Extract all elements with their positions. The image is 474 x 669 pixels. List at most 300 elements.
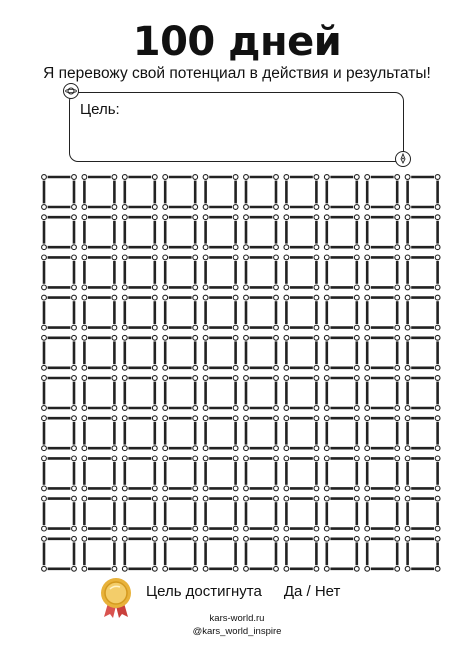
day-box-node: [365, 376, 370, 381]
day-box-node: [112, 325, 117, 330]
day-box-node: [244, 406, 249, 411]
day-box-node: [193, 456, 198, 461]
day-box[interactable]: [203, 175, 238, 210]
day-box[interactable]: [203, 416, 238, 451]
day-box-node: [163, 365, 168, 370]
day-box[interactable]: [163, 416, 198, 451]
day-box-node: [203, 446, 208, 451]
day-box-node: [122, 255, 127, 260]
day-box-node: [193, 566, 198, 571]
day-box[interactable]: [244, 255, 279, 290]
day-box-node: [274, 205, 279, 210]
day-box-node: [163, 335, 168, 340]
day-box[interactable]: [324, 295, 359, 330]
day-box-node: [314, 496, 319, 501]
day-box-node: [284, 376, 289, 381]
day-box-node: [112, 175, 117, 180]
day-box-node: [42, 496, 47, 501]
day-box[interactable]: [42, 536, 77, 571]
day-box-node: [42, 566, 47, 571]
day-box-node: [112, 416, 117, 421]
day-box-node: [314, 446, 319, 451]
day-box-node: [284, 365, 289, 370]
day-box-node: [324, 175, 329, 180]
day-box-node: [152, 376, 157, 381]
website-link[interactable]: kars-world.ru: [209, 613, 265, 624]
day-box-node: [82, 486, 87, 491]
day-box[interactable]: [365, 536, 400, 571]
day-box[interactable]: [244, 496, 279, 531]
day-box[interactable]: [405, 376, 440, 411]
day-box-node: [405, 416, 410, 421]
day-box-node: [395, 416, 400, 421]
day-box[interactable]: [284, 295, 319, 330]
day-box-node: [163, 205, 168, 210]
day-box[interactable]: [405, 335, 440, 370]
day-box[interactable]: [163, 295, 198, 330]
day-box[interactable]: [203, 295, 238, 330]
day-box-node: [354, 215, 359, 220]
day-box[interactable]: [365, 175, 400, 210]
day-box-node: [365, 416, 370, 421]
day-box-node: [365, 496, 370, 501]
day-box-node: [82, 536, 87, 541]
day-box-node: [354, 285, 359, 290]
day-box[interactable]: [244, 416, 279, 451]
day-box-node: [82, 335, 87, 340]
day-box-node: [405, 566, 410, 571]
day-box-node: [163, 245, 168, 250]
day-box[interactable]: [324, 175, 359, 210]
day-box-node: [435, 215, 440, 220]
day-box-node: [152, 526, 157, 531]
day-box-node: [122, 486, 127, 491]
day-box-node: [284, 335, 289, 340]
day-box-node: [203, 456, 208, 461]
day-box-node: [284, 175, 289, 180]
day-box-node: [203, 285, 208, 290]
day-box-node: [233, 365, 238, 370]
day-box-node: [152, 486, 157, 491]
day-box[interactable]: [163, 496, 198, 531]
day-box-node: [395, 175, 400, 180]
day-box-node: [72, 416, 77, 421]
day-box-node: [354, 365, 359, 370]
day-box-node: [395, 255, 400, 260]
day-box-node: [203, 215, 208, 220]
day-box[interactable]: [163, 215, 198, 250]
day-box-node: [163, 496, 168, 501]
day-box[interactable]: [42, 335, 77, 370]
day-box[interactable]: [82, 255, 117, 290]
day-box-node: [365, 536, 370, 541]
day-box-node: [122, 285, 127, 290]
day-box-node: [324, 456, 329, 461]
day-box-node: [203, 376, 208, 381]
day-box[interactable]: [284, 416, 319, 451]
day-box-node: [354, 566, 359, 571]
day-box-node: [42, 245, 47, 250]
day-box-node: [244, 175, 249, 180]
day-box-node: [324, 285, 329, 290]
day-box[interactable]: [284, 175, 319, 210]
goal-field[interactable]: [69, 92, 404, 162]
day-box-node: [405, 285, 410, 290]
day-box-node: [284, 245, 289, 250]
day-box-node: [435, 376, 440, 381]
day-box[interactable]: [122, 255, 157, 290]
day-box-node: [405, 446, 410, 451]
day-box[interactable]: [324, 376, 359, 411]
day-box-node: [233, 486, 238, 491]
day-box[interactable]: [122, 175, 157, 210]
day-box-node: [274, 486, 279, 491]
day-box-node: [244, 376, 249, 381]
day-box[interactable]: [42, 255, 77, 290]
day-box-node: [233, 255, 238, 260]
day-box[interactable]: [42, 175, 77, 210]
day-box[interactable]: [42, 456, 77, 491]
day-box-node: [233, 526, 238, 531]
day-box[interactable]: [324, 215, 359, 250]
day-box-node: [163, 215, 168, 220]
day-box-node: [324, 215, 329, 220]
day-box[interactable]: [365, 456, 400, 491]
day-box-node: [435, 406, 440, 411]
day-box-node: [42, 416, 47, 421]
day-box[interactable]: [324, 536, 359, 571]
day-box-node: [193, 496, 198, 501]
day-box[interactable]: [405, 416, 440, 451]
day-box-node: [354, 376, 359, 381]
day-box[interactable]: [284, 536, 319, 571]
day-box-node: [112, 285, 117, 290]
day-box-node: [163, 255, 168, 260]
day-box-node: [112, 536, 117, 541]
day-box-node: [324, 536, 329, 541]
day-box[interactable]: [203, 496, 238, 531]
day-box-node: [365, 406, 370, 411]
day-box-node: [244, 416, 249, 421]
day-box-node: [72, 376, 77, 381]
day-box-node: [435, 335, 440, 340]
day-box-node: [244, 205, 249, 210]
day-box[interactable]: [284, 335, 319, 370]
day-box-node: [405, 406, 410, 411]
day-box[interactable]: [365, 255, 400, 290]
day-box[interactable]: [163, 456, 198, 491]
day-box-node: [324, 295, 329, 300]
day-box-node: [314, 365, 319, 370]
day-box-node: [112, 295, 117, 300]
day-box-node: [163, 486, 168, 491]
day-box-node: [314, 566, 319, 571]
day-box[interactable]: [122, 536, 157, 571]
day-box-node: [163, 566, 168, 571]
day-box[interactable]: [122, 295, 157, 330]
day-box-node: [163, 295, 168, 300]
day-box-node: [365, 175, 370, 180]
day-box[interactable]: [365, 416, 400, 451]
day-box-node: [42, 295, 47, 300]
day-box-node: [435, 446, 440, 451]
day-box-node: [163, 175, 168, 180]
day-box[interactable]: [365, 335, 400, 370]
day-box[interactable]: [163, 255, 198, 290]
day-box-node: [233, 496, 238, 501]
day-box-node: [395, 566, 400, 571]
day-box[interactable]: [82, 536, 117, 571]
day-box[interactable]: [244, 456, 279, 491]
day-box-node: [72, 295, 77, 300]
day-box-node: [122, 456, 127, 461]
day-box[interactable]: [405, 295, 440, 330]
day-box-node: [42, 446, 47, 451]
day-box[interactable]: [365, 215, 400, 250]
day-box-node: [274, 406, 279, 411]
day-box-node: [324, 365, 329, 370]
day-box-node: [354, 205, 359, 210]
day-box-node: [395, 456, 400, 461]
day-box-node: [395, 406, 400, 411]
day-box[interactable]: [324, 496, 359, 531]
day-box-node: [284, 496, 289, 501]
day-box-node: [354, 446, 359, 451]
day-box[interactable]: [122, 376, 157, 411]
day-box-node: [314, 295, 319, 300]
day-box-node: [354, 325, 359, 330]
day-box[interactable]: [163, 376, 198, 411]
day-box-node: [274, 255, 279, 260]
day-box[interactable]: [82, 295, 117, 330]
day-box-node: [274, 365, 279, 370]
day-box-node: [82, 456, 87, 461]
day-box[interactable]: [82, 376, 117, 411]
day-box[interactable]: [365, 376, 400, 411]
day-box-node: [193, 285, 198, 290]
goal-achieved-row: [146, 583, 340, 600]
day-box[interactable]: [122, 456, 157, 491]
day-box-node: [163, 285, 168, 290]
day-box[interactable]: [284, 215, 319, 250]
day-box-node: [122, 215, 127, 220]
day-box-node: [395, 446, 400, 451]
day-box[interactable]: [324, 456, 359, 491]
day-box-node: [82, 215, 87, 220]
day-box-node: [122, 536, 127, 541]
day-box[interactable]: [284, 456, 319, 491]
day-box-node: [365, 526, 370, 531]
day-box-node: [244, 215, 249, 220]
day-box[interactable]: [122, 335, 157, 370]
day-box-node: [112, 486, 117, 491]
day-box[interactable]: [82, 496, 117, 531]
day-box-node: [112, 526, 117, 531]
day-box-node: [405, 175, 410, 180]
day-box-node: [152, 205, 157, 210]
day-box-node: [112, 406, 117, 411]
day-box-node: [324, 446, 329, 451]
day-box[interactable]: [163, 536, 198, 571]
day-box-node: [72, 365, 77, 370]
day-box[interactable]: [284, 376, 319, 411]
day-box-node: [112, 365, 117, 370]
day-box-node: [152, 175, 157, 180]
social-handle[interactable]: @kars_world_inspire: [192, 626, 282, 637]
day-box-node: [314, 325, 319, 330]
day-box[interactable]: [122, 496, 157, 531]
day-box-node: [324, 325, 329, 330]
day-box-node: [82, 205, 87, 210]
day-box[interactable]: [405, 215, 440, 250]
day-box-node: [405, 536, 410, 541]
day-box[interactable]: [203, 335, 238, 370]
day-box-node: [72, 446, 77, 451]
day-box-node: [435, 285, 440, 290]
day-box[interactable]: [163, 335, 198, 370]
day-box[interactable]: [82, 175, 117, 210]
day-box-node: [42, 325, 47, 330]
day-box[interactable]: [244, 335, 279, 370]
day-box-node: [274, 376, 279, 381]
day-box[interactable]: [365, 295, 400, 330]
day-box-node: [435, 416, 440, 421]
day-box-node: [42, 376, 47, 381]
day-box[interactable]: [324, 416, 359, 451]
day-box-node: [244, 255, 249, 260]
day-box-node: [365, 566, 370, 571]
day-box[interactable]: [203, 255, 238, 290]
day-box[interactable]: [244, 295, 279, 330]
day-box-node: [112, 335, 117, 340]
day-box[interactable]: [42, 376, 77, 411]
day-box-node: [193, 416, 198, 421]
day-box-node: [365, 285, 370, 290]
day-box-node: [284, 446, 289, 451]
day-box[interactable]: [42, 295, 77, 330]
day-box-node: [122, 496, 127, 501]
day-box-node: [405, 245, 410, 250]
day-box-node: [324, 416, 329, 421]
day-box[interactable]: [405, 255, 440, 290]
day-box-node: [244, 295, 249, 300]
day-box[interactable]: [203, 456, 238, 491]
day-box-node: [395, 526, 400, 531]
day-box-node: [395, 486, 400, 491]
day-box-node: [233, 285, 238, 290]
day-box-node: [405, 215, 410, 220]
day-box-node: [314, 205, 319, 210]
day-box[interactable]: [82, 456, 117, 491]
day-box-node: [405, 496, 410, 501]
day-box-node: [405, 255, 410, 260]
day-box[interactable]: [405, 536, 440, 571]
day-box-node: [274, 325, 279, 330]
day-box[interactable]: [244, 215, 279, 250]
day-box-node: [82, 325, 87, 330]
day-box-node: [395, 335, 400, 340]
day-box-node: [365, 456, 370, 461]
day-box[interactable]: [324, 255, 359, 290]
day-box[interactable]: [42, 496, 77, 531]
day-box-node: [365, 446, 370, 451]
day-box-node: [284, 486, 289, 491]
day-box-node: [435, 255, 440, 260]
day-box[interactable]: [82, 215, 117, 250]
day-box[interactable]: [244, 536, 279, 571]
day-box[interactable]: [284, 496, 319, 531]
day-box-node: [203, 416, 208, 421]
day-box[interactable]: [365, 496, 400, 531]
day-box[interactable]: [122, 215, 157, 250]
day-box-node: [314, 416, 319, 421]
day-box-node: [122, 566, 127, 571]
day-box-node: [324, 526, 329, 531]
day-box-node: [72, 486, 77, 491]
day-box[interactable]: [122, 416, 157, 451]
day-box[interactable]: [82, 416, 117, 451]
day-box-node: [233, 536, 238, 541]
yes-no-choice[interactable]: Да / Нет: [283, 583, 341, 600]
day-box-node: [203, 245, 208, 250]
day-box-node: [193, 205, 198, 210]
day-box-node: [203, 335, 208, 340]
day-box-node: [324, 406, 329, 411]
day-box-node: [365, 325, 370, 330]
day-box-node: [42, 456, 47, 461]
day-box-node: [112, 255, 117, 260]
day-box-node: [314, 255, 319, 260]
day-box[interactable]: [42, 215, 77, 250]
day-box-node: [274, 566, 279, 571]
day-box-node: [163, 536, 168, 541]
day-box[interactable]: [203, 376, 238, 411]
day-box-node: [152, 255, 157, 260]
day-box[interactable]: [284, 255, 319, 290]
day-box[interactable]: [82, 335, 117, 370]
day-box-node: [274, 215, 279, 220]
day-box-node: [82, 406, 87, 411]
day-box-node: [365, 215, 370, 220]
day-box-node: [354, 496, 359, 501]
day-box-node: [274, 456, 279, 461]
day-box-node: [163, 406, 168, 411]
day-box[interactable]: [405, 456, 440, 491]
day-box[interactable]: [244, 175, 279, 210]
day-box[interactable]: [244, 376, 279, 411]
day-box[interactable]: [405, 175, 440, 210]
day-box-node: [244, 245, 249, 250]
day-box-node: [233, 295, 238, 300]
day-box-node: [395, 376, 400, 381]
day-box-node: [152, 335, 157, 340]
day-box-node: [274, 295, 279, 300]
day-box[interactable]: [203, 215, 238, 250]
day-box[interactable]: [405, 496, 440, 531]
day-box[interactable]: [324, 335, 359, 370]
day-box-node: [324, 255, 329, 260]
day-box[interactable]: [42, 416, 77, 451]
day-box-node: [435, 365, 440, 370]
day-box-node: [405, 325, 410, 330]
day-box[interactable]: [163, 175, 198, 210]
day-box[interactable]: [203, 536, 238, 571]
day-box-node: [354, 175, 359, 180]
day-box-node: [284, 215, 289, 220]
day-box-node: [354, 295, 359, 300]
day-box-node: [395, 295, 400, 300]
day-box-node: [72, 526, 77, 531]
